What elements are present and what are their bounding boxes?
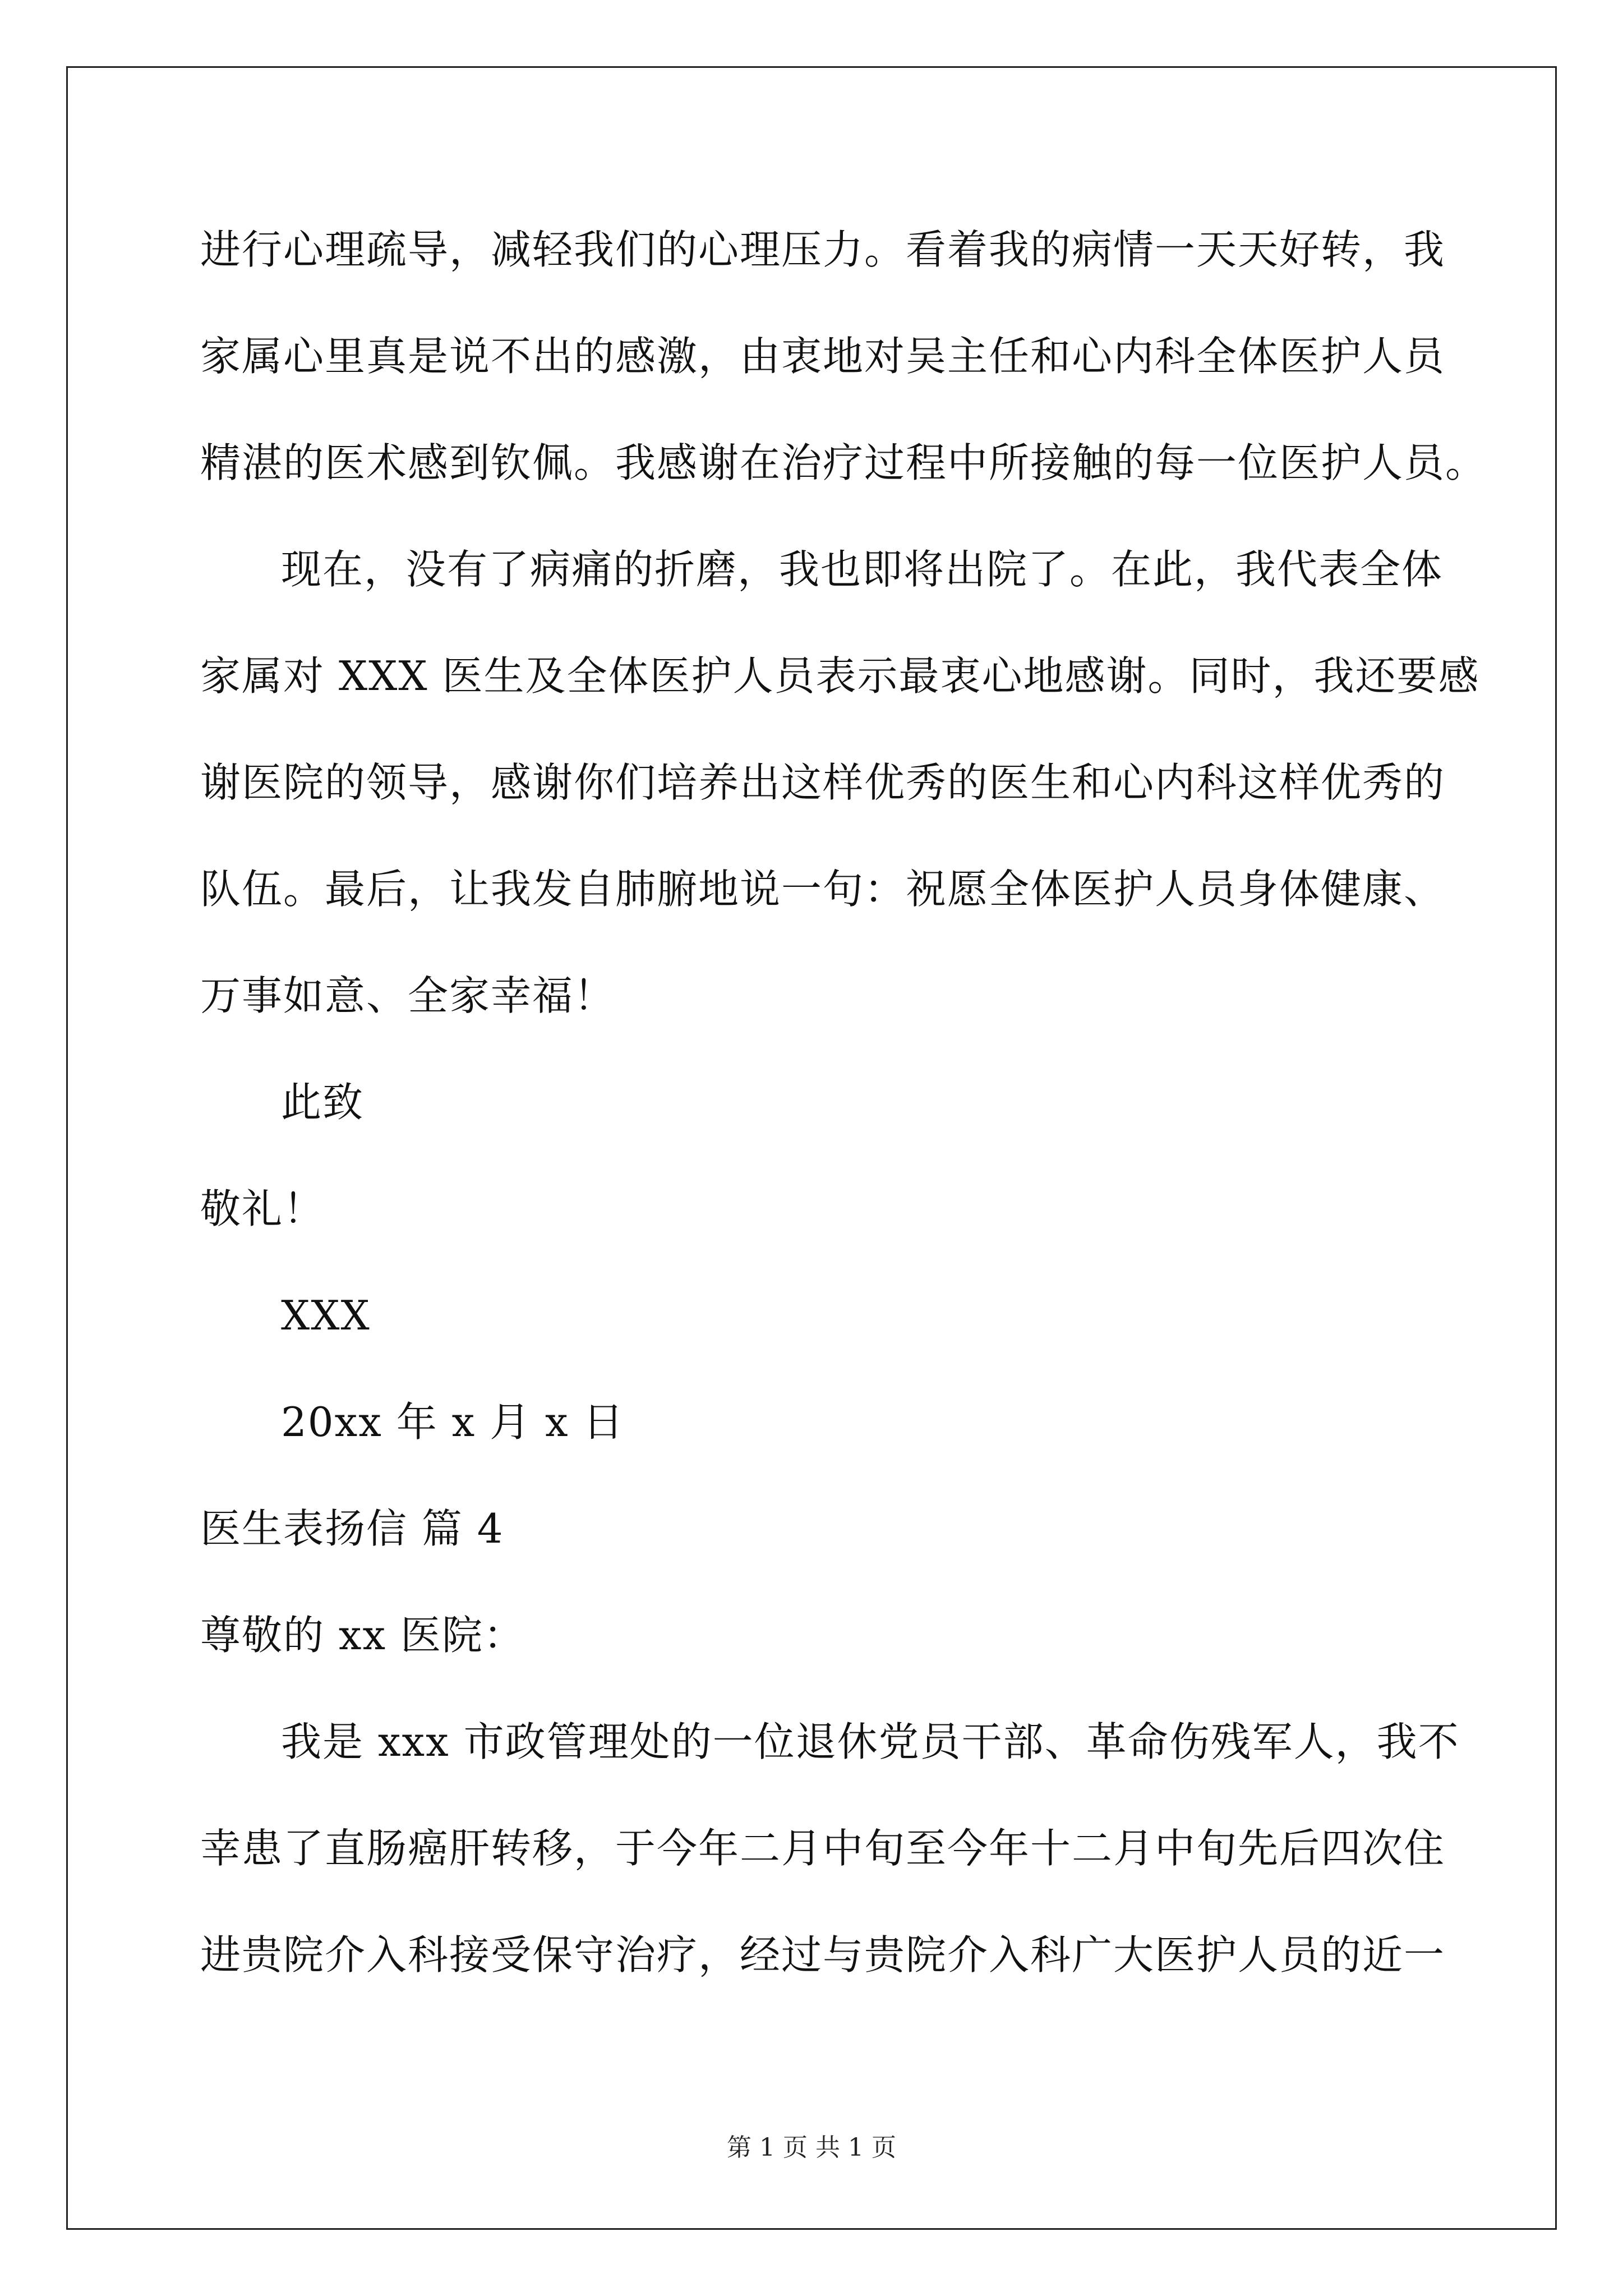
page-footer: 第 1 页 共 1 页 bbox=[727, 2133, 896, 2162]
text-line: 万事如意、全家幸福！ bbox=[200, 972, 616, 1019]
salutation-regards: 敬礼！ bbox=[200, 1185, 325, 1232]
salutation-closing: 此致 bbox=[281, 1079, 365, 1126]
text-line: 家属对 XXX 医生及全体医护人员表示最衷心地感谢。同时，我还要感 bbox=[200, 652, 1480, 700]
text-line: 队伍。最后，让我发自肺腑地说一句：祝愿全体医护人员身体健康、 bbox=[200, 866, 1446, 913]
text-line: 幸患了直肠癌肝转移，于今年二月中旬至今年十二月中旬先后四次住 bbox=[200, 1825, 1446, 1872]
signature-name: XXX bbox=[281, 1292, 371, 1339]
signature-date: 20xx 年 x 月 x 日 bbox=[281, 1398, 625, 1446]
text-line: 我是 xxx 市政管理处的一位退休党员干部、革命伤残军人，我不 bbox=[281, 1718, 1460, 1765]
text-line: 精湛的医术感到钦佩。我感谢在治疗过程中所接触的每一位医护人员。 bbox=[200, 439, 1487, 486]
text-line: 进贵院介入科接受保守治疗，经过与贵院介入科广大医护人员的近一 bbox=[200, 1931, 1446, 1978]
text-line: 家属心里真是说不出的感激，由衷地对吴主任和心内科全体医护人员 bbox=[200, 333, 1446, 380]
document-body bbox=[200, 196, 1487, 2008]
letter-greeting: 尊敬的 xx 医院： bbox=[200, 1612, 525, 1659]
text-line: 进行心理疏导，减轻我们的心理压力。看着我的病情一天天好转，我 bbox=[200, 226, 1446, 273]
section-heading: 医生表扬信 篇 4 bbox=[200, 1505, 504, 1552]
text-line: 现在，没有了病痛的折磨，我也即将出院了。在此，我代表全体 bbox=[281, 546, 1444, 593]
text-line: 谢医院的领导，感谢你们培养出这样优秀的医生和心内科这样优秀的 bbox=[200, 759, 1446, 806]
